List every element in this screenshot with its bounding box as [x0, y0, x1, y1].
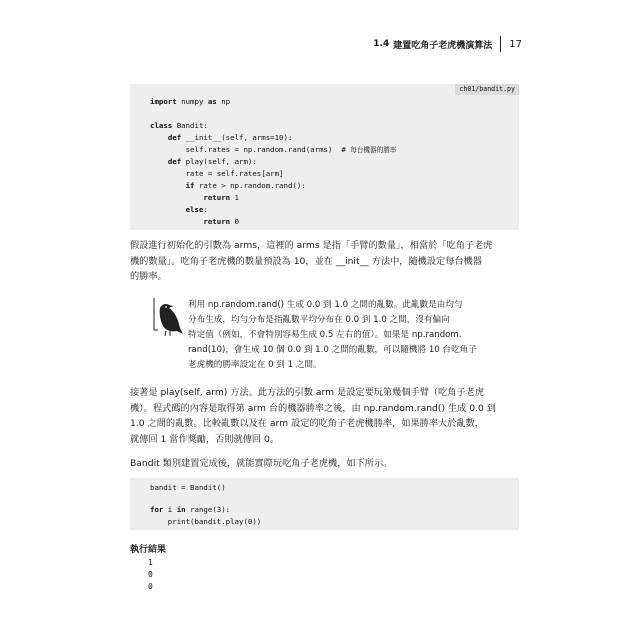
- code-line: return 0: [203, 217, 240, 226]
- header-divider: [500, 36, 501, 52]
- note-line: rand(10)，會生成 10 個 0.0 到 1.0 之間的亂數，可以隨機將 10 台吃角子: [188, 345, 477, 355]
- note-line: 老虎機的勝率設定在 0 到 1 之間。: [188, 360, 322, 370]
- code-line: bandit = Bandit(): [150, 483, 226, 492]
- code-line: else:: [185, 205, 208, 214]
- paragraph-play: [130, 385, 522, 447]
- section-number: 1.4: [373, 39, 390, 49]
- code-line: class Bandit:: [150, 121, 208, 130]
- note-line: 分布生成，均勻分布是指亂數平均分布在 0.0 到 1.0 之間，沒有偏向: [188, 315, 450, 325]
- running-header: [373, 36, 522, 52]
- chapter-title: 建置吃角子老虎機演算法: [393, 40, 493, 51]
- code-text: self.rates = np.random.rand(arms) #: [150, 145, 351, 154]
- note-line: 利用 np.random.rand() 生成 0.0 到 1.0 之間的亂數。此亂數是由均勻: [188, 300, 463, 310]
- note-line: 特定值（例如，不會特別容易生成 0.5 左右的值）。如果是 np.random.: [188, 330, 462, 340]
- text-line: 機的數量」。吃角子老虎機的數量預設為 10，並在 __init__ 方法中，隨機設定每台機器: [130, 255, 482, 267]
- code-block-bandit: [130, 84, 519, 230]
- result-line: 1: [148, 558, 153, 567]
- page-number: 17: [509, 38, 522, 50]
- code-line: def play(self, arm):: [167, 157, 257, 166]
- paragraph-init: [130, 238, 522, 285]
- code-comment: 每台機器的勝率: [350, 146, 397, 154]
- code-line: return 1: [203, 193, 240, 202]
- paragraph-usage: [130, 456, 522, 472]
- code-line: def __init__(self, arms=10):: [167, 133, 293, 142]
- code-line: [150, 144, 396, 156]
- result-heading: 執行結果: [130, 545, 167, 555]
- code-filename: ch01/bandit.py: [455, 84, 519, 95]
- code-line: print(bandit.play(0)): [150, 517, 262, 526]
- text-line: Bandit 類別建置完成後，就能實際玩吃角子老虎機，如下所示。: [130, 458, 393, 469]
- code-line: import numpy as np: [150, 97, 231, 106]
- text-line: 接著是 play(self, arm) 方法。此方法的引數 arm 是設定要玩第幾個手臂（吃角子老虎: [130, 387, 485, 398]
- text-line: 1.0 之間的亂數。比較亂數以及在 arm 設定的吃角子老虎機勝率，如果勝率大於亂數，: [130, 418, 484, 429]
- result-line: 0: [148, 570, 153, 579]
- result-line: 0: [148, 582, 153, 591]
- text-line: 就傳回 1 當作獎勵，否則就傳回 0。: [130, 433, 280, 445]
- text-line: 假設進行初始化的引數為 arms，這裡的 arms 是指「手臂的數量」，相當於「吃角子老虎: [130, 240, 493, 251]
- code-line: for i in range(3):: [150, 505, 231, 514]
- text-line: 機）。程式碼的內容是取得第 arm 台的機器勝率之後，由 np.random.rand() 生成 0.0 到: [130, 402, 496, 414]
- text-line: 的勝率。: [130, 271, 167, 282]
- bird-icon: [150, 298, 186, 338]
- code-line: if rate > np.random.rand():: [185, 181, 306, 190]
- code-block-usage: [130, 478, 519, 530]
- code-line: rate = self.rates[arm]: [150, 169, 284, 178]
